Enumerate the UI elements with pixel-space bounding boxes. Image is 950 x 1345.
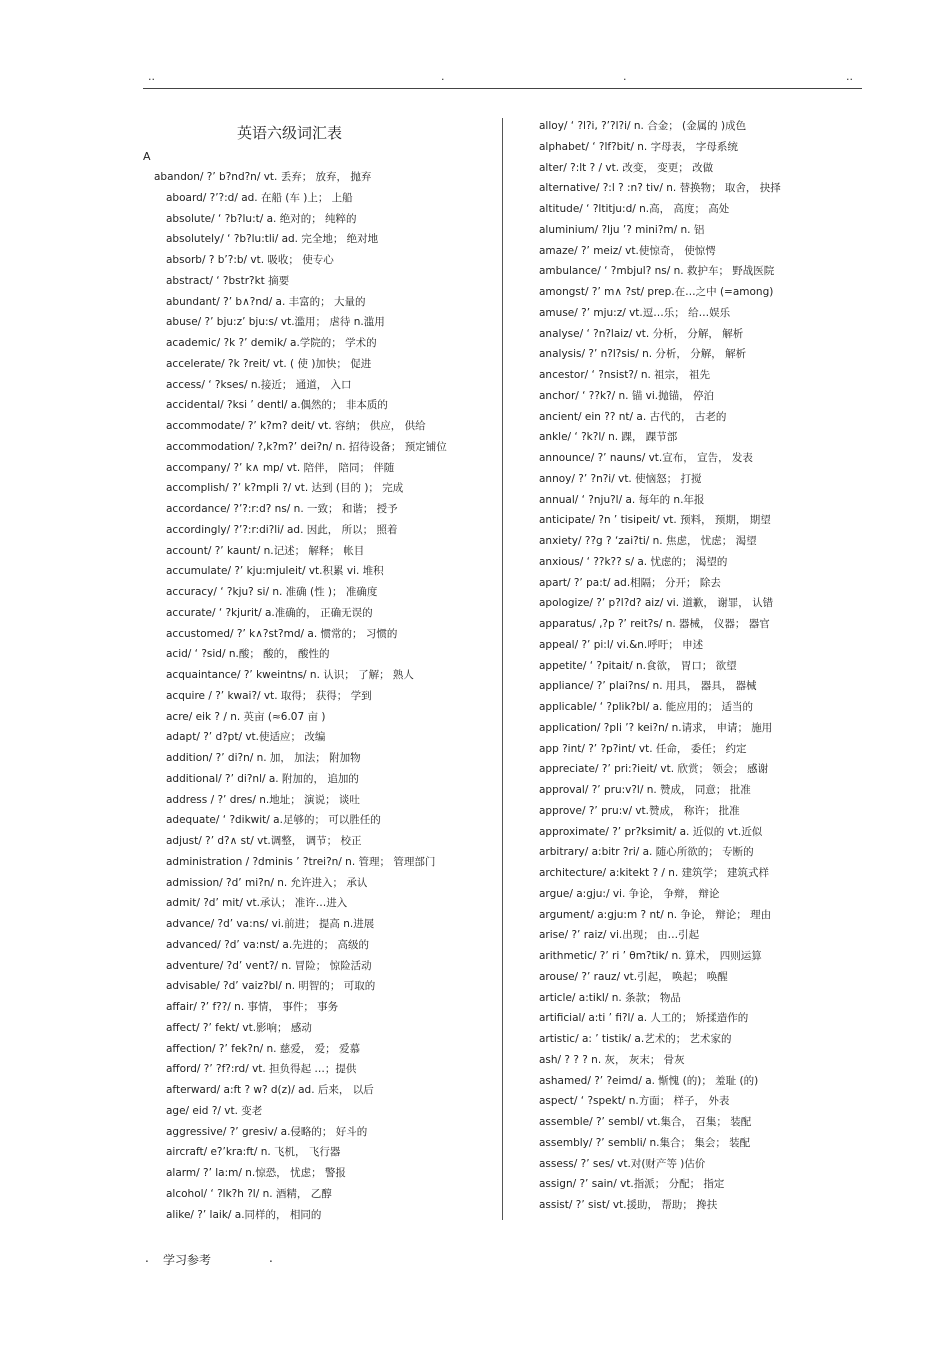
- vocab-entry: approve/ ?’ pru:v/ vt.赞成， 称许； 批准: [539, 804, 740, 817]
- vocab-entry: admit/ ?d’ mit/ vt.承认； 准许…进入: [166, 897, 348, 910]
- vocab-entry: affair/ ?’ f??/ n. 事情， 事件； 事务: [166, 1001, 339, 1013]
- vocab-entry: ash/ ? ? ? n. 灰， 灰末； 骨灰: [539, 1053, 685, 1066]
- vocab-entry: artistic/ a: ’ tistik/ a.艺术的； 艺术家的: [539, 1033, 732, 1045]
- vocab-entry: assess/ ?’ ses/ vt.对(财产等 )估价: [539, 1157, 706, 1170]
- vocab-entry: assemble/ ?’ sembl/ vt.集合， 召集； 装配: [539, 1116, 752, 1128]
- vocab-entry: advanced/ ?d’ va:nst/ a.先进的； 高级的: [166, 938, 370, 951]
- vocab-entry: aircraft/ e?’kra:ft/ n. 飞机， 飞行器: [166, 1146, 341, 1159]
- vocab-entry: approval/ ?’ pru:v?l/ n. 赞成， 同意； 批准: [539, 784, 751, 796]
- vocab-entry: abundant/ ?’ b∧?nd/ a. 丰富的； 大量的: [166, 295, 366, 308]
- vocab-entry: amongst/ ?’ m∧ ?st/ prep.在…之中 (=among): [539, 286, 774, 298]
- vocab-entry: alarm/ ?’ la:m/ n.惊恐， 忧虑； 警报: [166, 1167, 346, 1179]
- vocab-entry: administration / ?dminis ’ ?trei?n/ n. 管理； 管理部门: [166, 855, 436, 868]
- vocab-entry: application/ ?pli ’? kei?n/ n.请求， 申请； 施用: [539, 721, 773, 734]
- vocab-entry: aggressive/ ?’ gresiv/ a.侵略的； 好斗的: [166, 1125, 368, 1138]
- vocab-entry: abuse/ ?’ bju:z’ bju:s/ vt.滥用； 虐待 n.滥用: [166, 316, 385, 329]
- vocab-entry: advisable/ ?d’ vaiz?bl/ n. 明智的； 可取的: [166, 980, 376, 993]
- vocab-entry: alike/ ?’ laik/ a.同样的， 相同的: [166, 1208, 322, 1221]
- vocab-entry: argue/ a:gju:/ vi. 争论， 争辩， 辩论: [539, 887, 720, 900]
- vocab-entry: accompany/ ?’ k∧ mp/ vt. 陪伴， 陪同； 伴随: [166, 461, 395, 474]
- vocab-entry: adapt/ ?’ d?pt/ vt.使适应； 改编: [166, 731, 326, 744]
- vocab-entry: afford/ ?’ ?f?:rd/ vt. 担负得起 …；提供: [166, 1063, 357, 1076]
- vocab-entry: anticipate/ ?n ’ tisipeit/ vt. 预料， 预期， 期望: [539, 514, 771, 527]
- vocab-entry: admission/ ?d’ mi?n/ n. 允许进入； 承认: [166, 876, 368, 889]
- vocab-entry: access/ ‘ ?kses/ n.接近； 通道， 入口: [166, 378, 352, 391]
- header-dot: ..: [148, 70, 155, 83]
- vocab-entry: annoy/ ?’ ?n?i/ vt. 使恼怒； 打搅: [539, 472, 702, 485]
- vocab-entry: addition/ ?’ di?n/ n. 加， 加法； 附加物: [166, 752, 361, 764]
- vocab-entry: acquaintance/ ?’ kweintns/ n. 认识； 了解； 熟人: [166, 669, 414, 681]
- vocab-entry: accordingly/ ?’?:r:di?li/ ad. 因此， 所以； 照着: [166, 523, 398, 536]
- vocab-entry: article/ a:tikl/ n. 条款； 物品: [539, 991, 681, 1004]
- vocab-entry: architecture/ a:kitekt ? / n. 建筑学； 建筑式样: [539, 867, 769, 879]
- vocab-entry: aboard/ ?’?:d/ ad. 在船 (车 )上； 上船: [166, 191, 353, 204]
- vocab-entry: adjust/ ?’ d?∧ st/ vt.调整， 调节； 校正: [166, 835, 362, 847]
- vocab-entry: academic/ ?k ?’ demik/ a.学院的； 学术的: [166, 337, 377, 349]
- vocab-entry: ancestor/ ‘ ?nsist?/ n. 祖宗， 祖先: [539, 369, 711, 381]
- vocab-entry: analysis/ ?’ n?l?sis/ n. 分析， 分解， 解析: [539, 348, 747, 361]
- vocab-entry: alternative/ ?:l ? :n? tiv/ n. 替换物； 取舍， 抉择: [539, 182, 781, 195]
- vocab-entry: accurate/ ‘ ?kjurit/ a.准确的， 正确无误的: [166, 606, 373, 619]
- vocab-entry: address / ?’ dres/ n.地址； 演说； 谈吐: [166, 793, 360, 806]
- vocab-entry: acid/ ‘ ?sid/ n.酸； 酸的， 酸性的: [166, 648, 330, 661]
- vocab-entry: absolute/ ‘ ?b?lu:t/ a. 绝对的； 纯粹的: [166, 212, 357, 225]
- vocab-entry: accidental/ ?ksi ’ dentl/ a.偶然的； 非本质的: [166, 399, 388, 412]
- vocab-entry: anxiety/ ??g ? ‘zai?ti/ n. 焦虑， 忧虑； 渴望: [539, 535, 757, 547]
- vocab-entry: alphabet/ ‘ ?lf?bit/ n. 字母表， 字母系统: [539, 140, 738, 153]
- header-dot: .: [441, 70, 445, 83]
- vocab-entry: afterward/ a:ft ? w? d(z)/ ad. 后来， 以后: [166, 1084, 374, 1096]
- vocab-entry: aspect/ ‘ ?spekt/ n.方面； 样子， 外表: [539, 1095, 730, 1108]
- vocab-entry: apart/ ?’ pa:t/ ad.相隔； 分开； 除去: [539, 576, 721, 589]
- vocab-entry: altitude/ ‘ ?ltitju:d/ n.高， 高度； 高处: [539, 203, 730, 215]
- vocab-entry: ashamed/ ?’ ?eimd/ a. 惭愧 (的)； 羞耻 (的): [539, 1074, 759, 1087]
- section-letter: A: [143, 150, 151, 163]
- vocab-entry: appreciate/ ?’ pri:?ieit/ vt. 欣赏； 领会； 感谢: [539, 763, 769, 776]
- header-dot: .: [623, 70, 627, 83]
- vocab-entry: affection/ ?’ fek?n/ n. 慈爱， 爱； 爱慕: [166, 1042, 360, 1055]
- vocab-entry: adventure/ ?d’ vent?/ n. 冒险； 惊险活动: [166, 959, 372, 972]
- vocab-entry: accommodation/ ?,k?m?’ dei?n/ n. 招待设备； 预定铺位: [166, 440, 447, 453]
- vocab-entry: acquire / ?’ kwai?/ vt. 取得； 获得； 学到: [166, 689, 372, 702]
- vocab-entry: annual/ ‘ ?nju?l/ a. 每年的 n.年报: [539, 493, 705, 506]
- vocab-entry: alloy/ ‘ ?l?i, ?’?l?i/ n. 合金； (金属的 )成色: [539, 120, 747, 132]
- vocab-entry: absolutely/ ‘ ?b?lu:tli/ ad. 完全地； 绝对地: [166, 233, 379, 246]
- vocab-entry: appliance/ ?’ plai?ns/ n. 用具， 器具， 器械: [539, 680, 757, 693]
- vocab-entry: acre/ eik ? / n. 英亩 (≈6.07 亩 ): [166, 710, 326, 723]
- vocab-entry: abandon/ ?’ b?nd?n/ vt. 丢弃； 放弃， 抛弃: [154, 171, 372, 183]
- vocab-entry: anxious/ ‘ ??k?? s/ a. 忧虑的； 渴望的: [539, 555, 728, 568]
- header-rule: [143, 88, 862, 89]
- page-title: 英语六级词汇表: [237, 124, 343, 142]
- vocab-entry: apparatus/ ,?p ?’ reit?s/ n. 器械， 仪器； 器官: [539, 618, 770, 630]
- vocab-entry: abstract/ ‘ ?bstr?kt 摘要: [166, 274, 290, 287]
- vocab-entry: alter/ ?:lt ? / vt. 改变， 变更； 改做: [539, 161, 714, 174]
- vocab-entry: appeal/ ?’ pi:l/ vi.&n.呼吁； 申述: [539, 638, 704, 651]
- vocab-entry: amaze/ ?’ meiz/ vt.使惊奇， 使惊愕: [539, 244, 716, 257]
- vocab-entry: arbitrary/ a:bitr ?ri/ a. 随心所欲的； 专断的: [539, 846, 754, 859]
- vocab-entry: arithmetic/ ?’ ri ’ θm?tik/ n. 算术， 四则运算: [539, 950, 762, 962]
- vocab-entry: ancient/ ein ?? nt/ a. 古代的， 古老的: [539, 410, 727, 423]
- vocab-entry: accommodate/ ?’ k?m? deit/ vt. 容纳； 供应， 供给: [166, 420, 426, 432]
- vocab-entry: accomplish/ ?’ k?mpli ?/ vt. 达到 (目的 )； 完成: [166, 482, 404, 495]
- vocab-entry: adequate/ ‘ ?dikwit/ a.足够的； 可以胜任的: [166, 814, 381, 827]
- vocab-entry: accelerate/ ?k ?reit/ vt. ( 使 )加快； 促进: [166, 357, 372, 370]
- vocab-entry: accordance/ ?’?:r:d? ns/ n. 一致； 和谐； 授予: [166, 503, 398, 515]
- vocab-entry: amuse/ ?’ mju:z/ vt.逗…乐； 给…娱乐: [539, 306, 731, 319]
- vocab-entry: apologize/ ?’ p?l?d? aiz/ vi. 道歉， 谢罪， 认错: [539, 597, 774, 610]
- vocab-entry: approximate/ ?’ pr?ksimit/ a. 近似的 vt.近似: [539, 825, 763, 838]
- vocab-entry: arouse/ ?’ rauz/ vt.引起， 唤起； 唤醒: [539, 970, 728, 983]
- vocab-entry: age/ eid ?/ vt. 变老: [166, 1104, 263, 1117]
- vocab-entry: argument/ a:gju:m ? nt/ n. 争论， 辩论； 理由: [539, 908, 772, 921]
- footer-dot: .: [145, 1251, 149, 1265]
- vocab-entry: applicable/ ‘ ?plik?bl/ a. 能应用的； 适当的: [539, 701, 754, 713]
- vocab-entry: ambulance/ ‘ ?mbjul? ns/ n. 救护车； 野战医院: [539, 265, 775, 278]
- vocab-entry: absorb/ ? b’?:b/ vt. 吸收； 使专心: [166, 254, 334, 266]
- footer-dot: .: [269, 1251, 273, 1265]
- vocab-entry: assist/ ?’ sist/ vt.援助， 帮助； 搀扶: [539, 1199, 718, 1211]
- column-divider: [502, 118, 503, 1220]
- vocab-entry: account/ ?’ kaunt/ n.记述； 解释； 帐目: [166, 544, 365, 557]
- vocab-entry: additional/ ?’ di?nl/ a. 附加的， 追加的: [166, 772, 359, 785]
- vocab-entry: affect/ ?’ fekt/ vt.影响； 感动: [166, 1021, 312, 1034]
- vocab-entry: aluminium/ ?lju ’? mini?m/ n. 铝: [539, 223, 705, 236]
- vocab-entry: assign/ ?’ sain/ vt.指派； 分配； 指定: [539, 1178, 725, 1191]
- header-dot: ..: [846, 70, 853, 83]
- vocab-entry: ankle/ ‘ ?k?l/ n. 踝， 踝节部: [539, 431, 678, 444]
- footer-text: 学习参考: [163, 1253, 212, 1267]
- vocab-entry: accuracy/ ‘ ?kju? si/ n. 准确 (性 )； 准确度: [166, 586, 378, 598]
- vocab-entry: appetite/ ‘ ?pitait/ n.食欲， 胃口； 欲望: [539, 659, 737, 672]
- vocab-entry: advance/ ?d’ va:ns/ vi.前进； 提高 n.进展: [166, 918, 375, 930]
- vocab-entry: arise/ ?’ raiz/ vi.出现； 由…引起: [539, 929, 700, 942]
- vocab-entry: app ?int/ ?’ ?p?int/ vt. 任命， 委任； 约定: [539, 742, 747, 755]
- vocab-entry: announce/ ?’ nauns/ vt.宣布， 宣告， 发表: [539, 452, 753, 464]
- vocab-entry: accustomed/ ?’ k∧?st?md/ a. 惯常的； 习惯的: [166, 627, 398, 640]
- vocab-entry: alcohol/ ‘ ?lk?h ?l/ n. 酒精， 乙醇: [166, 1187, 332, 1200]
- vocab-entry: assembly/ ?’ sembli/ n.集合； 集会； 装配: [539, 1136, 751, 1149]
- vocab-entry: artificial/ a:ti ’ fi?l/ a. 人工的； 矫揉造作的: [539, 1012, 749, 1025]
- vocab-entry: anchor/ ‘ ??k?/ n. 锚 vi.抛锚， 停泊: [539, 389, 714, 402]
- vocab-entry: analyse/ ‘ ?n?laiz/ vt. 分析， 分解， 解析: [539, 327, 744, 340]
- vocab-entry: accumulate/ ?’ kju:mjuleit/ vt.积累 vi. 堆积: [166, 565, 384, 578]
